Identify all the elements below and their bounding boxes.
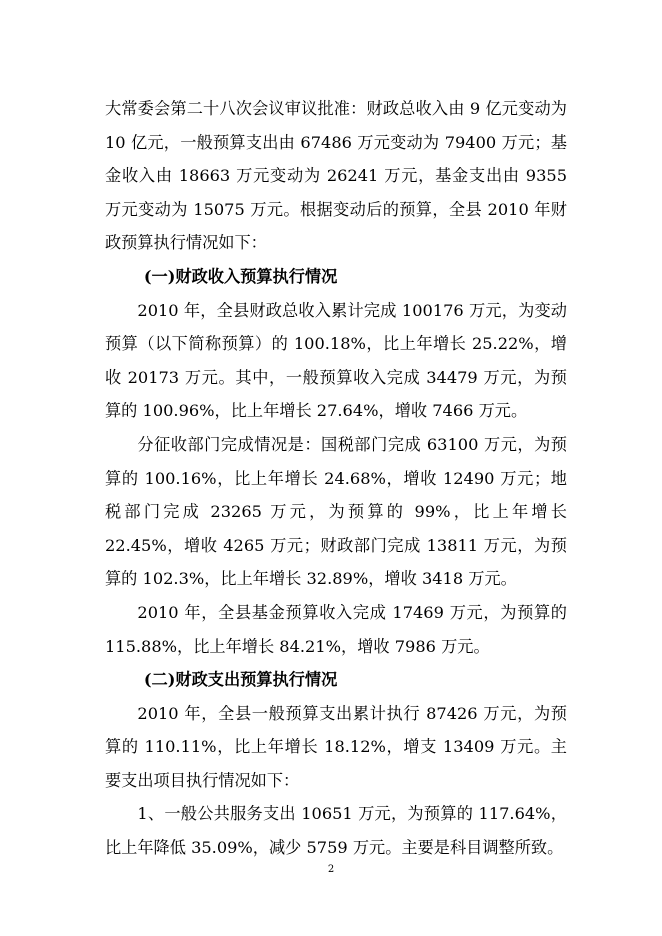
- paragraph-budget-adjustment: 大常委会第二十八次会议审议批准：财政总收入由 9 亿元变动为 10 亿元，一般预算支出由 67486 万元变动为 79400 万元；基金收入由 18663 万元变动为 26241 万元，基金支出由 9355 万元变动为 15075 万元。根据变动后的预算，全县 2010 年财政预算执行情况如下：: [105, 99, 567, 253]
- section-heading-revenue: (一)财政收入预算执行情况: [143, 266, 338, 286]
- paragraph-public-service-expenditure: 1、一般公共服务支出 10651 万元，为预算的 117.64%，比上年降低 35.09%，减少 5759 万元。主要是科目调整所致。: [105, 804, 567, 858]
- paragraph-fund-revenue: 2010 年，全县基金预算收入完成 17469 万元，为预算的 115.88%，比上年增长 84.21%，增收 7986 万元。: [105, 602, 567, 656]
- page-body: [105, 92, 567, 865]
- paragraph-total-revenue: 2010 年，全县财政总收入累计完成 100176 万元，为变动预算（以下简称预算）的 100.18%，比上年增长 25.22%，增收 20173 万元。其中，一般预算收入完成 34479 万元，为预算的 100.96%，比上年增长 27.64%，增收 7466 万元。: [105, 300, 567, 421]
- paragraph-general-expenditure: 2010 年，全县一般预算支出累计执行 87426 万元，为预算的 110.11%，比上年增长 18.12%，增支 13409 万元。主要支出项目执行情况如下：: [105, 703, 567, 790]
- paragraph-revenue-by-department: 分征收部门完成情况是：国税部门完成 63100 万元，为预算的 100.16%，比上年增长 24.68%，增收 12490 万元；地税部门完成 23265 万元，为预算的 99%，比上年增长 22.45%，增收 4265 万元；财政部门完成 13811 万元，为预算的 102.3%，比上年增长 32.89%，增收 3418 万元。: [105, 434, 567, 589]
- section-heading-expenditure: (二)财政支出预算执行情况: [143, 670, 338, 690]
- page-number: 2: [327, 864, 335, 875]
